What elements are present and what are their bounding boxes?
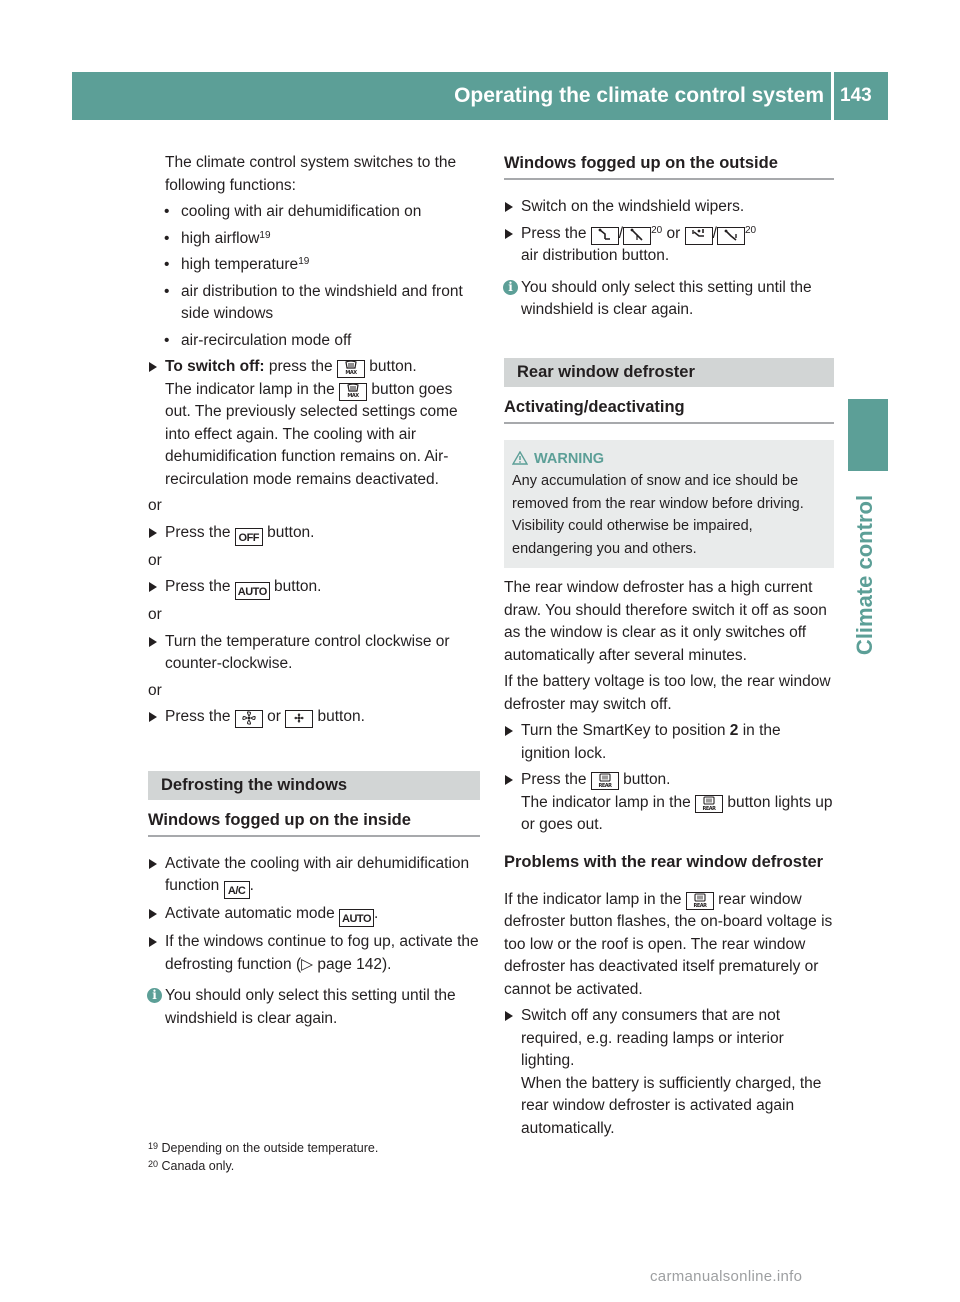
chapter-tab-gap [848,471,888,475]
instruction-step: Press the AUTO button. [148,576,480,600]
list-item: • high temperature$^{19}$ [148,254,480,277]
footnote-ref: 19 [259,229,271,241]
step-arrow-icon [149,528,157,538]
warning-heading: WARNING [512,448,828,471]
svg-text:REAR: REAR [693,902,707,908]
instruction-step: Press the OFF button. [148,522,480,546]
instruction-step: Turn the SmartKey to position 2 in the ignition lock. [504,720,834,765]
body-paragraph: If the battery voltage is too low, the rear window defroster may switch off. [504,673,831,713]
windshield-airflow-button-icon [591,227,619,245]
footnote-ref: 20 [744,224,757,236]
right-column [504,152,834,1140]
instruction-step: To switch off: press the MAX button. The indicator lamp in the MAX button goes out. The previously selected settings come into effect again. The cooling with air dehumidification function remains on. Air-recirculation mode remains deactivated. [148,356,480,491]
max-defrost-button-icon [339,383,367,401]
body-paragraph: The rear window defroster has a high current draw. You should therefore switch it off as soon as the window is clear as it only switches off automatically after several minutes. [504,579,827,664]
section-heading: Rear window defroster [504,358,834,387]
auto-button-icon: AUTO [339,909,374,927]
step-arrow-icon [149,859,157,869]
instruction-step: Activate automatic mode AUTO . [148,903,480,927]
or-text: or [148,497,162,514]
rear-defrost-button-icon [591,772,619,790]
footnote: $^{19}$ Depending on the outside temperature. [148,1141,379,1155]
footnote-ref: 20 [651,224,663,236]
svg-text:REAR: REAR [702,805,716,811]
auto-button-icon: AUTO [235,582,270,600]
step-arrow-icon [505,229,513,239]
warning-triangle-icon [512,451,528,465]
step-arrow-icon [505,775,513,785]
info-icon: i [147,988,162,1003]
instruction-step: If the windows continue to fog up, activate the defrosting function (▷ page 142). [148,931,480,976]
instruction-step: Turn the temperature control clockwise or counter-clockwise. [148,631,480,676]
defrost-footwell-button-icon [717,227,745,245]
page-header [72,72,888,120]
subsection-heading: Activating/deactivating [504,396,834,424]
warning-text: Any accumulation of snow and ice should be removed from the rear window before driving. Visibility could otherwise be impaired, endangering you and others. [512,473,804,557]
rear-defrost-button-icon [686,892,714,910]
header-divider [831,72,834,120]
intro-text: The climate control system switches to the following functions: [165,154,457,194]
fan-down-button-icon [285,710,313,728]
or-text: or [148,551,162,569]
step-arrow-icon [149,712,157,722]
step-arrow-icon [505,726,513,736]
instruction-step: Press the or button. [148,706,480,729]
chapter-label [835,480,895,670]
info-note: i You should only select this setting until the windshield is clear again. [504,277,834,322]
max-defrost-button-icon [337,360,365,378]
or-text: or [148,606,162,623]
list-item: • cooling with air dehumidification on [148,201,480,224]
list-item: • air distribution to the windshield and front side windows [148,281,480,326]
or-text: or [148,681,162,699]
step-arrow-icon [505,202,513,212]
svg-text:MAX: MAX [345,370,357,375]
defrost-airflow-button-icon [685,227,713,245]
subsection-heading: Windows fogged up on the inside [148,809,480,837]
step-arrow-icon [149,637,157,647]
ac-button-icon: A/C [224,881,250,899]
chapter-label-text: Climate control [852,494,877,656]
instruction-step: Switch off any consumers that are not required, e.g. reading lamps or interior lighting. When the battery is sufficiently charged, the rear window defroster is activated again automatically. [504,1005,834,1140]
body-paragraph: If the indicator lamp in the REAR rear window defroster button flashes, the on-board voltage is too low or the roof is open. The rear window defroster has deactivated itself prematurely or cannot be activated. [504,890,833,998]
left-column [148,152,480,1030]
page-number: 143 [840,85,872,106]
step-arrow-icon [149,362,157,372]
list-item: • high airflow$^{19}$ [148,228,480,251]
watermark: carmanualsonline.info [650,1268,803,1285]
instruction-step: Press the REAR button. The indicator lamp in the REAR button lights up or goes out. [504,769,834,837]
step-arrow-icon [149,937,157,947]
section-heading: Defrosting the windows [148,771,480,800]
warning-box [504,440,834,569]
footnote-ref: 19 [298,256,310,267]
off-button-icon: OFF [235,528,263,546]
subsection-heading: Windows fogged up on the outside [504,152,834,180]
step-arrow-icon [149,582,157,592]
rear-defrost-button-icon [695,795,723,813]
footnotes [148,1139,488,1175]
footnote: $^{20}$ Canada only. [148,1159,235,1173]
windshield-footwell-button-icon [623,227,651,245]
instruction-step: Press the / $^{20}$ or / $^{20}$ air distribution button. [504,223,834,268]
page-title: Operating the climate control system [454,84,824,107]
info-icon: i [503,280,518,295]
chapter-tab [848,399,888,471]
svg-text:MAX: MAX [347,392,359,398]
info-note: i You should only select this setting until the windshield is clear again. [148,985,480,1030]
subsection-heading: Problems with the rear window defroster [504,852,824,871]
svg-text:REAR: REAR [598,783,612,788]
instruction-step: Activate the cooling with air dehumidification function A/C . [148,853,480,900]
step-arrow-icon [505,1011,513,1021]
list-item: • air-recirculation mode off [148,330,480,353]
step-arrow-icon [149,909,157,919]
instruction-step: Switch on the windshield wipers. [504,196,834,219]
fan-up-button-icon [235,710,263,728]
